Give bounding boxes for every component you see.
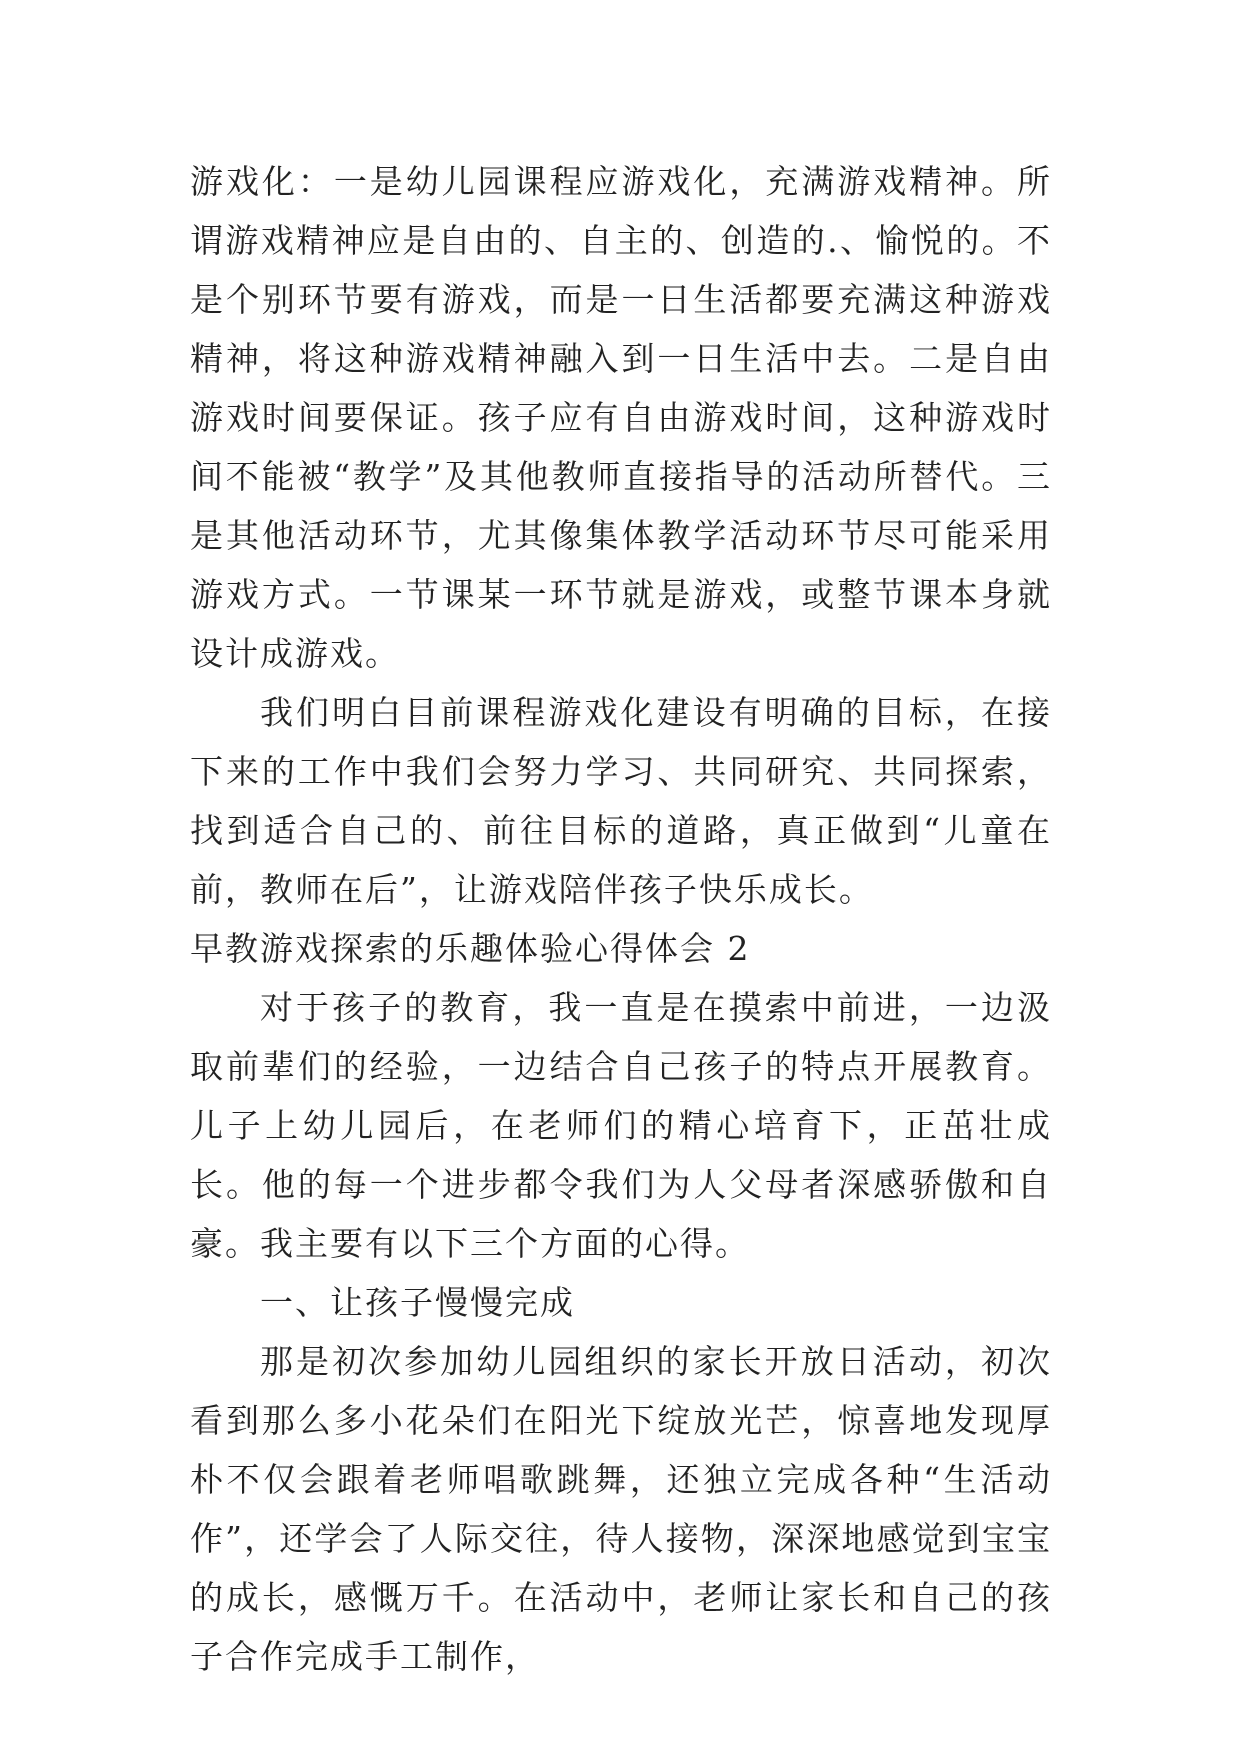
document-body: [190, 152, 1052, 1686]
subheading-let-child-finish-slowly: 一、让孩子慢慢完成: [260, 1283, 575, 1322]
paragraph-open-day: 那是初次参加幼儿园组织的家长开放日活动，初次看到那么多小花朵们在阳光下绽放光芒，惊喜地发现厚朴不仅会跟着老师唱歌跳舞，还独立完成各种“生活动作”，还学会了人际交往，待人接物，深深地感觉到宝宝的成长，感慨万千。在活动中，老师让家长和自己的孩子合作完成手工制作，: [190, 1342, 1052, 1676]
paragraph-goals: 我们明白目前课程游戏化建设有明确的目标，在接下来的工作中我们会努力学习、共同研究、共同探索，找到适合自己的、前往目标的道路，真正做到“儿童在前，教师在后”，让游戏陪伴孩子快乐成长。: [190, 693, 1052, 909]
section-title: 早教游戏探索的乐趣体验心得体会 2: [190, 929, 751, 968]
paragraph-education-intro: 对于孩子的教育，我一直是在摸索中前进，一边汲取前辈们的经验，一边结合自己孩子的特点开展教育。儿子上幼儿园后，在老师们的精心培育下，正茁壮成长。他的每一个进步都令我们为人父母者深感骄傲和自豪。我主要有以下三个方面的心得。: [190, 988, 1052, 1263]
paragraph-course-gamification: 游戏化：一是幼儿园课程应游戏化，充满游戏精神。所谓游戏精神应是自由的、自主的、创造的.、愉悦的。不是个别环节要有游戏，而是一日生活都要充满这种游戏精神，将这种游戏精神融入到一日生活中去。二是自由游戏时间要保证。孩子应有自由游戏时间，这种游戏时间不能被“教学”及其他教师直接指导的活动所替代。三是其他活动环节，尤其像集体教学活动环节尽可能采用游戏方式。一节课某一环节就是游戏，或整节课本身就设计成游戏。: [190, 162, 1052, 673]
